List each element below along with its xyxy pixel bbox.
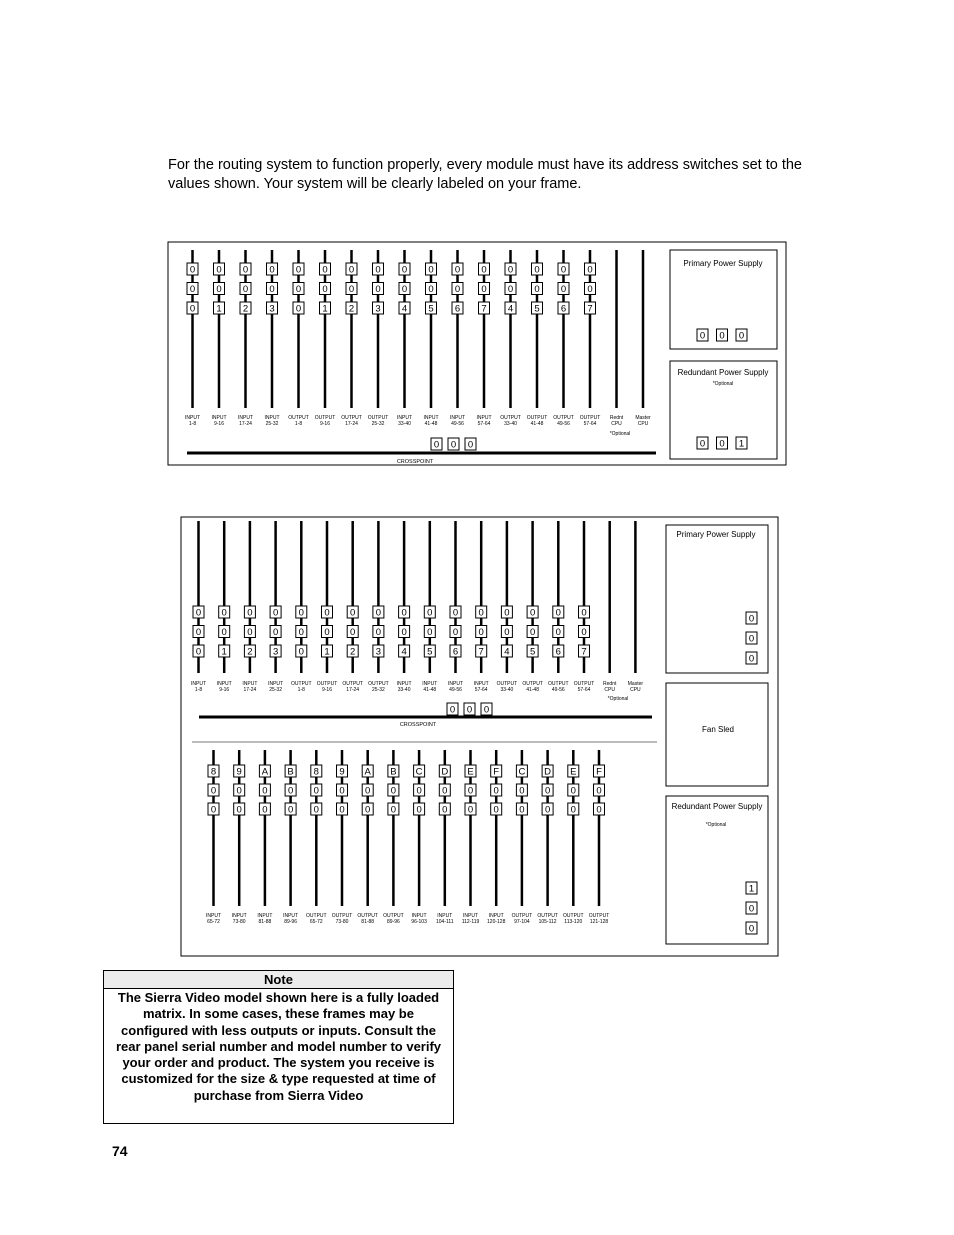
frame2-bottom-address-switch: 0	[596, 804, 602, 816]
frame1-address-switch: 1	[216, 303, 222, 315]
frame2-top-address-switch: 3	[375, 646, 382, 658]
frame1-module-label: Rednt	[609, 415, 624, 421]
frame2-top-address-switch: 6	[555, 646, 561, 658]
frame2-top-address-switch: 4	[401, 646, 407, 658]
frame2-redundant-ps-switch: 0	[748, 923, 755, 935]
frame2-redundant-ps-subtitle: *Optional	[705, 822, 727, 828]
frame2-top-module-label: INPUT	[242, 681, 258, 687]
frame2-redundant-ps-switch: 1	[748, 883, 755, 895]
frame2-top-module-label: INPUT	[191, 681, 206, 687]
frame2-bottom-address-switch: 0	[570, 785, 576, 797]
frame1-address-switch: 0	[322, 264, 328, 276]
frame2-top-address-switch: 0	[221, 627, 227, 638]
frame1-module-label: 49-56	[557, 421, 570, 427]
frame1-address-switch: 0	[348, 264, 355, 276]
frame2-top-address-switch: 1	[324, 646, 330, 658]
frame1-module-label: OUTPUT	[314, 415, 336, 421]
frame2-bottom-address-switch: E	[570, 766, 577, 778]
frame1-crosspoint-label: CROSSPOINT	[396, 459, 434, 465]
frame1-module-label: INPUT	[185, 415, 200, 421]
frame2-top-module-label: INPUT	[473, 681, 489, 687]
frame2-bottom-address-switch: 0	[416, 804, 422, 816]
frame2-top-address-switch: 0	[298, 627, 304, 638]
frame2-top-module-label: 9-16	[219, 687, 230, 693]
frame1-address-switch: 0	[242, 264, 249, 276]
frame2-bottom-address-switch: E	[467, 766, 474, 778]
frame2-bottom-module-label: 120-128	[487, 919, 506, 925]
frame2-bottom-module-label: OUTPUT	[588, 913, 610, 919]
frame2-bottom-address-switch: 0	[339, 804, 345, 816]
frame2-top-address-switch: 0	[272, 607, 279, 619]
frame2-primary-ps-box	[666, 525, 768, 673]
frame2-top-module-label: 1-8	[194, 687, 203, 693]
page-number: 74	[112, 1143, 128, 1159]
frame2-top-address-switch: 1	[221, 646, 227, 658]
frame2-top-address-switch: 7	[581, 646, 587, 658]
frame2-crosspoint-label: CROSSPOINT	[399, 722, 437, 728]
frame2-top-module-label: Rednt	[603, 681, 617, 687]
frame1-address-switch: 0	[189, 264, 196, 276]
intro-paragraph: For the routing system to function properly, every module must have its address switches set to the values shown. Your system will be clearly labeled on your frame.	[168, 157, 802, 192]
frame2-top-address-switch: 0	[452, 627, 459, 638]
frame1-address-switch: 0	[587, 264, 593, 276]
frame2-bottom-address-switch: 0	[493, 785, 499, 797]
frame2-top-address-switch: 0	[452, 607, 459, 619]
frame1-address-switch: 0	[507, 284, 514, 295]
frame1-module-label: 9-16	[319, 421, 331, 427]
frame2-bottom-module-label: 89-96	[387, 919, 400, 925]
frame2-bottom-address-switch: A	[364, 766, 371, 778]
frame2-top-address-switch: 0	[504, 627, 510, 638]
frame2-bottom-address-switch: 0	[313, 804, 319, 816]
frame2-top-module-label: 49-56	[449, 687, 462, 693]
frame1-address-switch: 0	[189, 303, 196, 315]
frame2-bottom-module-label: 81-88	[361, 919, 375, 925]
frame1-address-switch: 0	[560, 264, 567, 276]
frame2-bottom-module-label: INPUT	[257, 913, 273, 919]
frame1-address-switch: 0	[507, 264, 514, 276]
frame2-top-module-label: INPUT	[396, 681, 412, 687]
frame2-bottom-address-switch: A	[261, 766, 269, 778]
frame2-top-module-label: 41-48	[423, 687, 437, 693]
frame2-top-address-switch: 5	[529, 646, 536, 658]
frame1-module-label: OUTPUT	[579, 415, 601, 421]
frame2-bottom-address-switch: 0	[416, 785, 422, 797]
frame2-top-address-switch: 0	[324, 627, 330, 638]
frame2-top-address-switch: 0	[221, 607, 227, 619]
frame2-top-module-label: INPUT	[448, 681, 463, 687]
frame1-address-switch: 0	[242, 284, 249, 295]
frame1-module-label: 49-56	[451, 421, 464, 427]
frame1-module-label: OUTPUT	[367, 415, 389, 421]
frame2-top-address-switch: 0	[478, 607, 484, 619]
frame2-top-module-label: CPU	[604, 687, 615, 693]
frame2-bottom-module-label: INPUT	[283, 913, 299, 919]
frame2-bottom-module-label: 113-120	[564, 919, 583, 925]
frame2-bottom-address-switch: 0	[236, 785, 242, 797]
note-body: The Sierra Video model shown here is a fully loaded matrix. In some cases, these frames may be configured with less outputs or inputs. Consult the rear panel serial number and model number to verify your order and product. The system you receive is customized for the size & type requested at time of purchase from Sierra Video	[115, 990, 442, 1103]
frame1-address-switch: 0	[269, 264, 275, 276]
frame2-bottom-address-switch: 8	[210, 766, 217, 778]
frame1-crosspoint-switch: 0	[450, 439, 457, 451]
frame2-bottom-module-label: 96-103	[411, 919, 427, 925]
frame2-top-address-switch: 0	[401, 627, 407, 638]
frame2-bottom-module-label: INPUT	[206, 913, 221, 919]
frame2-bottom-module-label: OUTPUT	[537, 913, 558, 919]
frame1-module-label: 57-64	[583, 421, 597, 427]
frame2-crosspoint-switch: 0	[466, 704, 473, 716]
frame1-address-switch: 2	[348, 303, 355, 315]
frame1-primary-ps-switch: 0	[738, 330, 745, 342]
frame2-optional-note: *Optional	[607, 696, 629, 702]
frame2-bottom-module-label: OUTPUT	[306, 913, 327, 919]
frame2-primary-ps-switch: 0	[748, 653, 755, 665]
frame1-optional-note: *Optional	[609, 431, 631, 437]
frame2-bottom-module-label: OUTPUT	[357, 913, 378, 919]
frame2-top-address-switch: 0	[247, 607, 253, 619]
frame2-top-module-label: INPUT	[216, 681, 232, 687]
frame2-top-address-switch: 0	[350, 627, 356, 638]
frame2-top-module-label: 33-40	[500, 687, 514, 693]
frame1-address-switch: 0	[454, 264, 461, 276]
frame1-module-label: INPUT	[476, 415, 492, 421]
frame2-fan-sled-box	[666, 683, 768, 786]
frame2-top-address-switch: 0	[298, 646, 304, 658]
frame1-address-switch: 0	[428, 264, 434, 276]
frame2-bottom-address-switch: 0	[467, 785, 474, 797]
frame2-top-module-label: OUTPUT	[342, 681, 363, 687]
frame2-top-address-switch: 4	[504, 646, 510, 658]
frame2-top-address-switch: 0	[247, 627, 253, 638]
frame1-address-switch: 0	[534, 264, 540, 276]
frame2-bottom-module-label: OUTPUT	[511, 913, 533, 919]
frame2-top-address-switch: 0	[427, 607, 433, 619]
frame1-address-switch: 3	[375, 303, 381, 315]
frame1-module-label: CPU	[611, 421, 622, 427]
frame2-top-address-switch: 0	[195, 607, 202, 619]
frame1-redundant-ps-title: Redundant Power Supply	[677, 368, 769, 377]
frame2-top-module-label: 9-16	[321, 687, 333, 693]
frame2-primary-ps-title: Primary Power Supply	[676, 530, 756, 539]
frame2-top-module-label: OUTPUT	[316, 681, 338, 687]
frame2-bottom-module-label: 73-80	[335, 919, 349, 925]
frame2-bottom-address-switch: 0	[442, 804, 448, 816]
frame1-address-switch: 0	[401, 284, 408, 295]
frame1-address-switch: 0	[401, 264, 408, 276]
frame2-bottom-module-label: 112-119	[461, 919, 480, 925]
frame1-address-switch: 0	[295, 264, 302, 276]
frame2-top-address-switch: 3	[272, 646, 279, 658]
frame2-bottom-address-switch: 0	[596, 785, 602, 797]
frame2-bottom-module-label: 81-88	[258, 919, 272, 925]
frame1-module-label: 25-32	[371, 421, 385, 427]
frame1-address-switch: 5	[534, 303, 540, 315]
frame1-module-label: OUTPUT	[526, 415, 548, 421]
frame2-top-address-switch: 0	[478, 627, 484, 638]
frame1-module-label: 17-24	[239, 421, 252, 427]
frame1-address-switch: 0	[428, 284, 434, 295]
note-box	[103, 970, 454, 1124]
frame1-module-label: INPUT	[397, 415, 412, 421]
frame2-top-module-label: INPUT	[422, 681, 438, 687]
frame1-outline	[168, 242, 786, 465]
frame1-address-switch: 0	[375, 264, 381, 276]
frame2-bottom-address-switch: 0	[365, 804, 371, 816]
frame2-top-address-switch: 0	[195, 646, 202, 658]
frame2-bottom-module-label: 97-104	[514, 919, 530, 925]
frame2-bottom-address-switch: 0	[210, 804, 217, 816]
frame2-bottom-address-switch: C	[518, 766, 526, 778]
frame2-top-address-switch: 0	[555, 627, 561, 638]
frame2-bottom-address-switch: 0	[390, 804, 397, 816]
frame2-top-module-label: 17-24	[346, 687, 360, 693]
frame2-bottom-address-switch: 0	[467, 804, 474, 816]
frame2-outline	[181, 517, 778, 956]
frame2-bottom-address-switch: B	[390, 766, 397, 778]
frame2-top-module-label: OUTPUT	[291, 681, 312, 687]
frame2-bottom-address-switch: 0	[313, 785, 319, 797]
frame2-bottom-module-label: OUTPUT	[383, 913, 404, 919]
frame1-address-switch: 0	[295, 284, 302, 295]
frame1-address-switch: 3	[269, 303, 275, 315]
frame1-redundant-ps-switch: 0	[699, 438, 706, 450]
frame2-bottom-address-switch: 9	[236, 766, 242, 778]
frame2-bottom-module-label: INPUT	[411, 913, 427, 919]
frame1-module-label: 41-48	[424, 421, 438, 427]
frame1-address-switch: 0	[375, 284, 381, 295]
frame2-bottom-address-switch: 0	[287, 785, 294, 797]
frame2-top-address-switch: 2	[247, 646, 253, 658]
frame2-top-module-label: 41-48	[526, 687, 539, 693]
frame1-address-switch: 0	[481, 264, 487, 276]
frame2-bottom-module-label: INPUT	[231, 913, 247, 919]
frame2-bottom-address-switch: F	[596, 766, 602, 778]
frame2-bottom-address-switch: 0	[544, 804, 551, 816]
frame1-address-switch: 0	[534, 284, 540, 295]
frame2-top-address-switch: 7	[478, 646, 484, 658]
frame2-bottom-address-switch: 0	[519, 785, 525, 797]
frame1-module-label: CPU	[637, 421, 649, 427]
frame2-bottom-address-switch: 0	[365, 785, 371, 797]
frame2-bottom-address-switch: D	[544, 766, 552, 778]
frame2-fan-sled-label: Fan Sled	[701, 725, 735, 734]
frame2-bottom-module-label: INPUT	[488, 913, 504, 919]
frame1-module-label: INPUT	[211, 415, 227, 421]
frame1-address-switch: 0	[587, 284, 593, 295]
frame2-crosspoint-switch: 0	[483, 704, 490, 716]
frame1-module-label: 1-8	[294, 421, 303, 427]
frame2-bottom-module-label: INPUT	[463, 913, 478, 919]
frame2-bottom-address-switch: 0	[262, 804, 268, 816]
frame1-address-switch: 0	[560, 284, 567, 295]
frame1-module-label: 33-40	[398, 421, 411, 427]
frame2-bottom-module-label: 65-72	[309, 919, 323, 925]
frame1-module-label: OUTPUT	[553, 415, 574, 421]
frame2-top-module-label: OUTPUT	[368, 681, 389, 687]
frame2-top-address-switch: 0	[427, 627, 433, 638]
frame2-top-module-label: 33-40	[397, 687, 411, 693]
frame1-address-switch: 7	[481, 303, 487, 315]
frame2-bottom-address-switch: 0	[210, 785, 217, 797]
frame1-redundant-ps-switch: 0	[719, 438, 725, 450]
frame2-top-address-switch: 0	[581, 607, 587, 619]
frame1-address-switch: 0	[481, 284, 487, 295]
frame1-address-switch: 0	[216, 264, 222, 276]
frame2-bottom-address-switch: C	[415, 766, 423, 778]
frame1-address-switch: 4	[401, 303, 408, 315]
frame2-bottom-address-switch: 0	[519, 804, 525, 816]
frame2-top-address-switch: 0	[504, 607, 510, 619]
frame2-top-module-label: Master	[627, 681, 644, 687]
frame2-top-address-switch: 0	[555, 607, 561, 619]
frame1-address-switch: 0	[189, 284, 196, 295]
frame2-top-address-switch: 5	[427, 646, 433, 658]
frame1-address-switch: 0	[216, 284, 222, 295]
frame1-address-switch: 0	[295, 303, 302, 315]
frame1-primary-ps-title: Primary Power Supply	[683, 259, 763, 268]
frame2-bottom-address-switch: 0	[493, 804, 499, 816]
frame2-top-module-label: 1-8	[297, 687, 305, 693]
frame2-top-module-label: OUTPUT	[522, 681, 543, 687]
frame2-bottom-module-label: OUTPUT	[331, 913, 353, 919]
frame2-bottom-address-switch: 8	[313, 766, 319, 778]
frame1-address-switch: 0	[348, 284, 355, 295]
frame2-bottom-module-label: 89-96	[284, 919, 297, 925]
frame2-bottom-module-label: OUTPUT	[563, 913, 584, 919]
frame1-module-label: 33-40	[504, 421, 517, 427]
frame1-primary-ps-switch: 0	[719, 330, 725, 342]
frame1-redundant-ps-subtitle: *Optional	[712, 381, 734, 387]
frame1-address-switch: 0	[269, 284, 275, 295]
frame1-module-label: 17-24	[345, 421, 358, 427]
frame2-top-module-label: 17-24	[243, 687, 257, 693]
frame2-bottom-module-label: 73-80	[232, 919, 246, 925]
frame2-bottom-address-switch: D	[441, 766, 449, 778]
frame1-address-switch: 4	[507, 303, 514, 315]
frame1-address-switch: 2	[242, 303, 249, 315]
frame2-primary-ps-switch: 0	[748, 633, 755, 645]
frame2-bottom-address-switch: 0	[262, 785, 268, 797]
frame1-address-switch: 0	[322, 284, 328, 295]
frame2-top-module-label: OUTPUT	[548, 681, 569, 687]
frame2-top-module-label: 57-64	[474, 687, 488, 693]
frame2-bottom-module-label: 65-72	[207, 919, 220, 925]
frame2-redundant-ps-switch: 0	[748, 903, 755, 915]
frame2-top-address-switch: 0	[298, 607, 304, 619]
frame1-module-label: 57-64	[477, 421, 491, 427]
frame2-primary-ps-switch: 0	[748, 613, 755, 625]
frame2-top-module-label: 49-56	[551, 687, 565, 693]
frame1-crosspoint-switch: 0	[467, 439, 474, 451]
frame1-redundant-ps-switch: 1	[738, 438, 745, 450]
frame2-bottom-address-switch: 0	[390, 785, 397, 797]
frame1-module-label: OUTPUT	[341, 415, 362, 421]
frame1-crosspoint-switch: 0	[433, 439, 440, 451]
frame2-top-address-switch: 2	[350, 646, 356, 658]
frame1-primary-ps-switch: 0	[699, 330, 706, 342]
frame2-top-address-switch: 0	[350, 607, 356, 619]
frame1-module-label: 25-32	[265, 421, 279, 427]
frame1-module-label: 1-8	[188, 421, 197, 427]
frame2-bottom-address-switch: 0	[339, 785, 345, 797]
frame2-bottom-module-label: 104-111	[435, 919, 454, 925]
frame1-address-switch: 7	[587, 303, 593, 315]
frame2-top-address-switch: 0	[195, 627, 202, 638]
frame1-module-label: 9-16	[213, 421, 225, 427]
frame2-bottom-address-switch: 0	[570, 804, 576, 816]
frame1-module-label: INPUT	[450, 415, 465, 421]
frame2-bottom-address-switch: F	[493, 766, 500, 778]
frame2-top-address-switch: 0	[529, 607, 536, 619]
frame2-top-address-switch: 0	[272, 627, 279, 638]
frame1-module-label: OUTPUT	[500, 415, 521, 421]
frame2-top-address-switch: 0	[529, 627, 536, 638]
frame2-top-address-switch: 0	[375, 607, 382, 619]
frame1-address-switch: 5	[428, 303, 434, 315]
frame1-address-switch: 6	[560, 303, 567, 315]
frame2-bottom-module-label: 121-128	[589, 919, 609, 925]
frame2-top-module-label: 25-32	[269, 687, 282, 693]
frame1-address-switch: 1	[322, 303, 328, 315]
frame2-bottom-address-switch: 0	[236, 804, 242, 816]
frame2-bottom-address-switch: 9	[339, 766, 345, 778]
frame1-module-label: OUTPUT	[288, 415, 309, 421]
frame2-top-address-switch: 0	[375, 627, 382, 638]
frame2-bottom-address-switch: 0	[544, 785, 551, 797]
frame2-top-address-switch: 0	[581, 627, 587, 638]
frame1-address-switch: 6	[454, 303, 461, 315]
frame2-redundant-ps-title: Redundant Power Supply	[671, 802, 763, 811]
frame1-module-label: 41-48	[530, 421, 544, 427]
frame2-top-module-label: 25-32	[372, 687, 385, 693]
frame2-bottom-address-switch: B	[287, 766, 294, 778]
note-header: Note	[104, 971, 453, 989]
frame2-top-module-label: 57-64	[577, 687, 591, 693]
frame2-crosspoint-switch: 0	[449, 704, 456, 716]
frame2-top-address-switch: 0	[401, 607, 407, 619]
frame2-top-module-label: INPUT	[268, 681, 284, 687]
frame2-top-address-switch: 0	[324, 607, 330, 619]
frame2-top-address-switch: 6	[452, 646, 459, 658]
frame2-bottom-address-switch: 0	[442, 785, 448, 797]
frame2-bottom-module-label: 105-112	[538, 919, 557, 925]
frame1-module-label: Master	[635, 415, 651, 421]
frame1-module-label: INPUT	[238, 415, 253, 421]
frame2-top-module-label: OUTPUT	[573, 681, 595, 687]
frame2-bottom-address-switch: 0	[287, 804, 294, 816]
frame1-module-label: INPUT	[423, 415, 439, 421]
frame1-address-switch: 0	[454, 284, 461, 295]
frame2-bottom-module-label: INPUT	[437, 913, 453, 919]
frame2-top-module-label: OUTPUT	[496, 681, 518, 687]
frame1-module-label: INPUT	[264, 415, 280, 421]
frame2-top-module-label: CPU	[630, 687, 641, 693]
